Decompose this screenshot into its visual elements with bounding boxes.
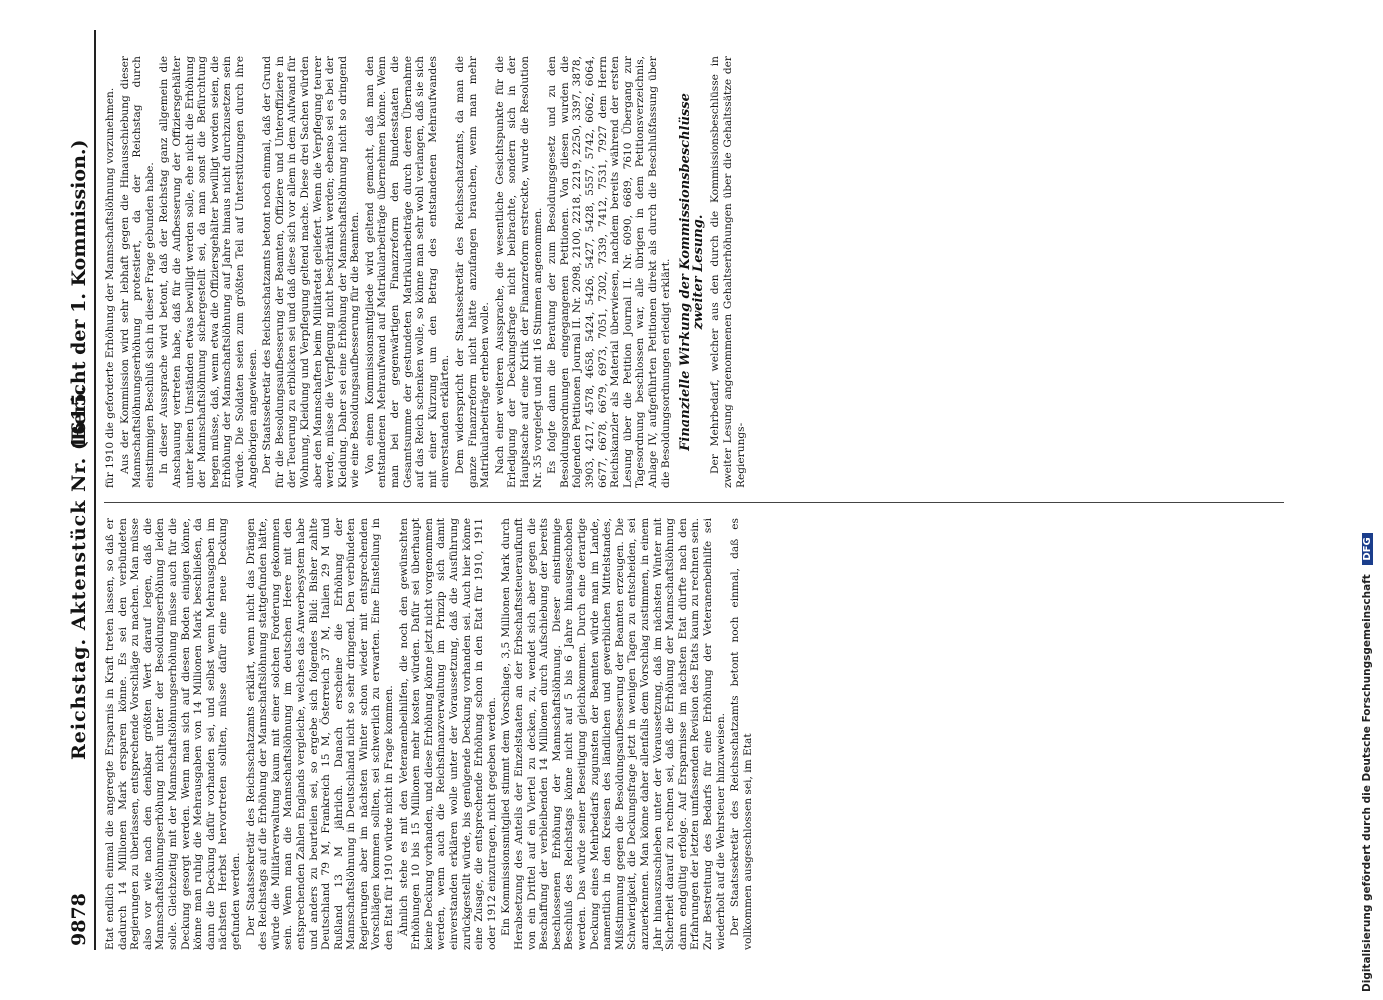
paragraph: Etat endlich einmal die angeregte Ersparnis in Kraft treten lassen, so daß er dadurch 14 Millionen Mark ersparen könne. Es sei den verbündeten Regierungen zu überlassen, entsprechende Vorschläge zu machen. Man müsse also vor wie nach den denkbar größten Wert darauf legen, daß die Mannschaftslöhnungserhöhung nicht unter der Besoldungserhöhung leiden solle. Gleichzeitig mit der Mannschaftslöhnungserhöhung müsse auch für die Deckung gesorgt werden. Wenn man sich auf diesen Boden einigen könne, könne man ruhig die Mehrausgaben von 14 Millionen Mark beschließen, da dann die Deckung dafür vorhanden sei, und selbst wenn Mehrausgaben im nächsten Herbst hervortreten sollten, müsse dafür eine neue Deckung gefunden werden. (104, 518, 242, 950)
section-title-line: zweiter Lesung. (690, 214, 706, 330)
right-column (104, 56, 749, 488)
paragraph: Der Staatssekretär des Reichsschatzamts erklärt, wenn nicht das Drängen des Reichstags auf die Erhöhung der Mannschaftslöhnung stattgefunden hätte, würde die Militärverwaltung kaum mit einer solchen Forderung gekommen sein. Wenn man die Mannschaftslöhnung im deutschen Heere mit den entsprechenden Zahlen Englands vergleiche, welches das Anwerbesystem habe und anders zu beurteilen sei, so ergebe sich folgendes Bild: Bisher zahlte Deutschland 79 M, Frankreich 15 M, Österreich 37 M, Italien 29 M und Rußland 13 M jährlich. Danach erscheine die Erhöhung der Mannschaftslöhnung in Deutschland nicht so sehr dringend. Den verbündeten Regierungen aber im nächsten Winter schon wieder mit entsprechenden Vorschlägen kommen sollten, sei schwerlich zu erwarten. Eine Einstellung in den Etat für 1910 würde nicht in Frage kommen. (244, 518, 396, 950)
section-title (680, 56, 705, 488)
left-column (104, 518, 756, 950)
page-subtitle: (Bericht der 1. Kommission.) (68, 139, 90, 450)
paragraph: Aus der Kommission wird sehr lebhaft gegen die Hinausschiebung dieser Mannschaftslöhnungserhöhung protestiert, da der Reichstag durch einstimmigen Beschluß sich in dieser Frage gebunden habe. (118, 56, 156, 488)
rotated-page (60, 30, 1300, 950)
paragraph: Nach einer weiteren Aussprache, die wesentliche Gesichtspunkte für die Erledigung der Deckungsfrage nicht beibrachte, sondern sich in der Hauptsache auf eine Kritik der Finanzreform erstreckte, wurde die Resolution Nr. 35 vorgelegt und mit 16 Stimmen angenommen. (493, 56, 544, 488)
paragraph: Ähnlich stehe es mit den Veteranenbeihilfen, die noch den gewünschten Erhöhungen 10 bis 15 Millionen mehr kosten würden. Dafür sei überhaupt keine Deckung vorhanden, und diese Erhöhung könne jetzt nicht vorgenommen werden, wenn auch die Reichsfinanzverwaltung im Prinzip sich damit einverstanden erklären wolle unter der Voraussetzung, daß die Ausführung zurückgestellt würde, bis genügende Deckung vorhanden sei. Auch hier könne eine Zusage, die entsprechende Erhöhung schon in den Etat für 1910, 1911 oder 1912 einzutragen, nicht gegeben werden. (397, 518, 498, 950)
dfg-logo: DFG (1362, 533, 1373, 564)
digitization-note: Digitalisierung gefördert durch die Deutsche Forschungsgemeinschaft (1361, 574, 1373, 992)
paragraph: Dem widerspricht der Staatssekretär des Reichsschatzamts, da man die ganze Finanzreform nicht hätte anzufangen brauchen, wenn man mehr Matrikularbeiträge erheben wolle. (454, 56, 492, 488)
page-title: Reichstag. Aktenstück Nr. 1615. (68, 384, 90, 760)
page-number: 9878 (68, 893, 90, 946)
digitization-stamp (1361, 12, 1373, 992)
paragraph: für 1910 die geforderte Erhöhung der Mannschaftslöhnung vorzunehmen. (104, 87, 116, 488)
paragraph: Der Staatssekretär des Reichsschatzamts betont noch einmal, daß der Grund für die Besoldungsaufbesserung der Beamten, Offiziere und Unteroffiziere in der Teuerung zu erblicken sei und daß diese sich vor allem in dem Aufwand für Wohnung, Kleidung und Verpflegung geltend mache. Diese drei Sachen würden aber den Mannschaften beim Militäretat geliefert. Wenn die Verpflegung teurer werde, müsse die Verpflegung nicht beschränkt werden; ebenso sei es bei der Kleidung. Daher sei eine Erhöhung der Mannschaftslöhnung nicht so dringend wie eine Besoldungsaufbesserung für die Beamten. (261, 56, 362, 488)
paragraph: Der Staatssekretär des Reichsschatzamts betont noch einmal, daß es vollkommen ausgeschlossen sei, im Etat (729, 518, 754, 950)
paragraph: Von einem Kommissionsmitgliede wird geltend gemacht, daß man den entstandenen Mehraufwand auf Matrikularbeiträge übernehmen könne. Wenn man bei der gegenwärtigen Finanzreform den Bundesstaaten die Gesamtsumme der gestundeten Matrikularbeiträge durch deren Übernahme auf das Reich schenken wolle, so könne man sehr wohl verlangen, daß sie sich mit einer Kürzung um den Betrag des entstandenen Mehraufwandes einverstanden erklärten. (363, 56, 452, 488)
paragraph: Ein Kommissionsmitglied stimmt dem Vorschlage, 3,5 Millionen Mark durch Herabsetzung des Anteils der Einzelstaaten an der Erbschaftssteueraufkunft von ein Drittel auf ein Viertel zu decken, zu, wendet sich aber gegen die Beschaffung der verbleibenden 14 Millionen durch Aufschiebung der bereits beschlossenen Erhöhung der Mannschaftslöhnung. Dieser einstimmige Beschluß des Reichstags könne nicht auf 5 bis 6 Jahre hinausgeschoben werden. Das würde seiner Beseitigung gleichkommen. Durch eine derartige Deckung eines Mehrbedarfs zugunsten der Beamten würde man im Lande, namentlich in den Kreisen des ländlichen und gewerblichen Mittelstandes, Mißstimmung gegen die Besoldungsaufbesserung der Beamten erzeugen. Die Schwierigkeit, die Deckungsfrage jetzt in wenigen Tagen zu entscheiden, sei anzuerkennen. Man könne daher allenfalls dem Vorschlag zustimmen, in einem Jahr hinauszuschieben unter der Voraussetzung, daß im nächsten Winter mit Sicherheit darauf zu rechnen sei, daß die Erhöhung der Mannschaftslöhnung dann endgültig erfolge. Auf Ersparnisse im nächsten Etat dürfte nach den Erfahrungen der letzten umfassenden Revision des Etats kaum zu rechnen sein. Zur Bestreitung des Bedarfs für eine Erhöhung der Veteranenbeihilfe sei wiederholt auf die Wehrsteuer hinzuweisen. (500, 518, 727, 950)
header-rule (94, 30, 96, 950)
column-divider (104, 502, 1284, 503)
paragraph: Es folgte dann die Beratung der zum Besoldungsgesetz und zu den Besoldungsordnungen eingegangenen Petitionen. Von diesen wurden die folgenden Petitionen Journal II. Nr. 2098, 2100, 2218, 2219, 2250, 3397, 3878, 3903, 4217, 4578, 4658, 5424, 5426, 5427, 5428, 5557, 5742, 6062, 6064, 6677, 6678, 6679, 6973, 7051, 7302, 7339, 7412, 7531, 7927 dem Herrn Reichskanzler als Material überwiesen, nachdem bereits während der ersten Lesung über die Petition Journal II. Nr. 6090, 6689, 7610 Übergang zur Tagesordnung beschlossen war, alle übrigen in dem Petitionsverzeichnis, Anlage IV, aufgeführten Petitionen direkt als durch die Beschlußfassung über die Besoldungsordnungen erledigt erklärt. (546, 56, 672, 488)
paragraph: Der Mehrbedarf, welcher aus den durch die Kommissionsbeschlüsse in zweiter Lesung angenommenen Gehaltserhöhungen über die Gehaltssätze der Regierungs- (709, 56, 747, 488)
paragraph: In dieser Aussprache wird betont, daß der Reichstag ganz allgemein die Anschauung vertreten habe, daß für die Aufbesserung der Offiziersgehälter unter keinen Umständen etwas bewilligt werden solle, ehe nicht die Erhöhung der Mannschaftslöhnung sichergestellt sei, da man sonst die Befürchtung hegen müsse, daß, wenn etwa die Offiziersgehälter bewilligt worden seien, die Erhöhung der Mannschaftslöhnung auf Jahre hinaus nicht durchzusetzen sein würde. Die Soldaten seien zum größten Teil auf Unterstützungen durch ihre Angehörigen angewiesen. (158, 56, 259, 488)
section-title-line: Finanzielle Wirkung der Kommissionsbeschlüsse (678, 93, 694, 451)
page-header (60, 30, 96, 950)
